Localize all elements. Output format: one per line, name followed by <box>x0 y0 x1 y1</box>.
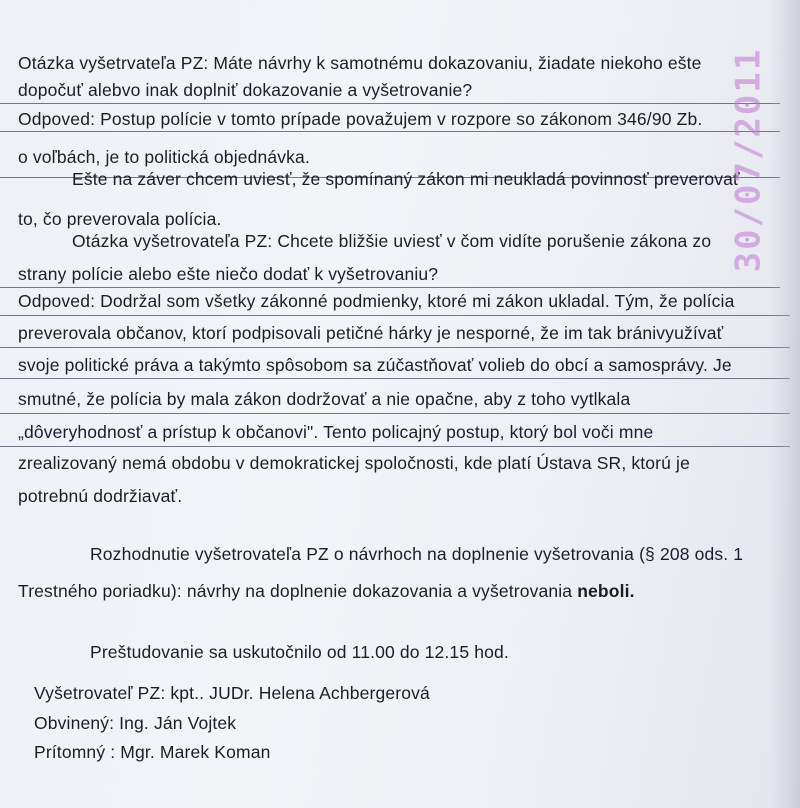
answer-2-line-2: preverovala občanov, ktorí podpisovali petičné hárky je nesporné, že im tak bránivyužívať <box>18 323 724 343</box>
accused-line: Obvinený: Ing. Ján Vojtek <box>34 713 237 733</box>
dotted-rule <box>0 315 790 316</box>
answer-2-line-3: svoje politické práva a takýmto spôsobom sa zúčastňovať volieb do obcí a samosprávy. Je <box>18 355 732 375</box>
answer-1-line-2: o voľbách, je to politická objednávka. <box>18 147 310 167</box>
answer-1-line-1: Odpoved: Postup polície v tomto prípade považujem v rozpore so zákonom 346/90 Zb. <box>18 109 703 129</box>
question-2-line-2: strany polície alebo ešte niečo dodať k vyšetrovaniu? <box>18 264 439 284</box>
answer-2-line-7: potrebnú dodržiavať. <box>18 486 183 506</box>
question-2-line-1: Otázka vyšetrovateľa PZ: Chcete bližšie uviesť v čom vidíte porušenie zákona zo <box>72 231 712 251</box>
question-1-line-1: Otázka vyšetrvateľa PZ: Máte návrhy k samotnému dokazovaniu, žiadate niekoho ešte <box>18 53 702 73</box>
question-1-line-2: dopočuť alebvo inak doplniť dokazovanie a vyšetrovanie? <box>18 80 473 100</box>
answer-2-line-1: Odpoved: Dodržal som všetky zákonné podmienky, ktoré mi zákon ukladal. Tým, že polícia <box>18 291 735 311</box>
answer-2-line-6: zrealizovaný nemá obdobu v demokratickej spoločnosti, kde platí Ústava SR, ktorú je <box>18 453 690 473</box>
decision-text: Trestného poriadku): návrhy na doplnenie dokazovania a vyšetrovania <box>18 581 578 601</box>
dotted-rule <box>0 103 780 104</box>
decision-line-1: Rozhodnutie vyšetrovateľa PZ o návrhoch na doplnenie vyšetrovania (§ 208 ods. 1 <box>90 544 744 564</box>
date-stamp-text: 30/07/2011 <box>728 47 769 273</box>
study-time-line: Preštudovanie sa uskutočnilo od 11.00 do 12.15 hod. <box>90 642 509 662</box>
dotted-rule <box>0 287 780 288</box>
dotted-rule <box>0 413 790 414</box>
investigator-line: Vyšetrovateľ PZ: kpt.. JUDr. Helena Achbergerová <box>34 683 430 703</box>
answer-2-line-4: smutné, že polícia by mala zákon dodržovať a nie opačne, aby z toho vytlkala <box>18 389 631 409</box>
answer-2-line-5: „dôveryhodnosť a prístup k občanovi". Tento policajný postup, ktorý bol voči mne <box>18 422 654 442</box>
dotted-rule <box>0 378 790 379</box>
decision-line-2 <box>18 580 635 602</box>
statement-line-2: to, čo preverovala polícia. <box>18 209 222 229</box>
statement-line-1: Ešte na záver chcem uviesť, že spomínaný zákon mi neukladá povinnosť preverovať <box>72 169 740 189</box>
decision-result: neboli. <box>577 581 635 601</box>
dotted-rule <box>0 131 780 132</box>
dotted-rule <box>0 446 790 447</box>
dotted-rule <box>0 347 790 348</box>
page-edge-shadow <box>770 0 800 808</box>
present-line: Prítomný : Mgr. Marek Koman <box>34 742 271 762</box>
